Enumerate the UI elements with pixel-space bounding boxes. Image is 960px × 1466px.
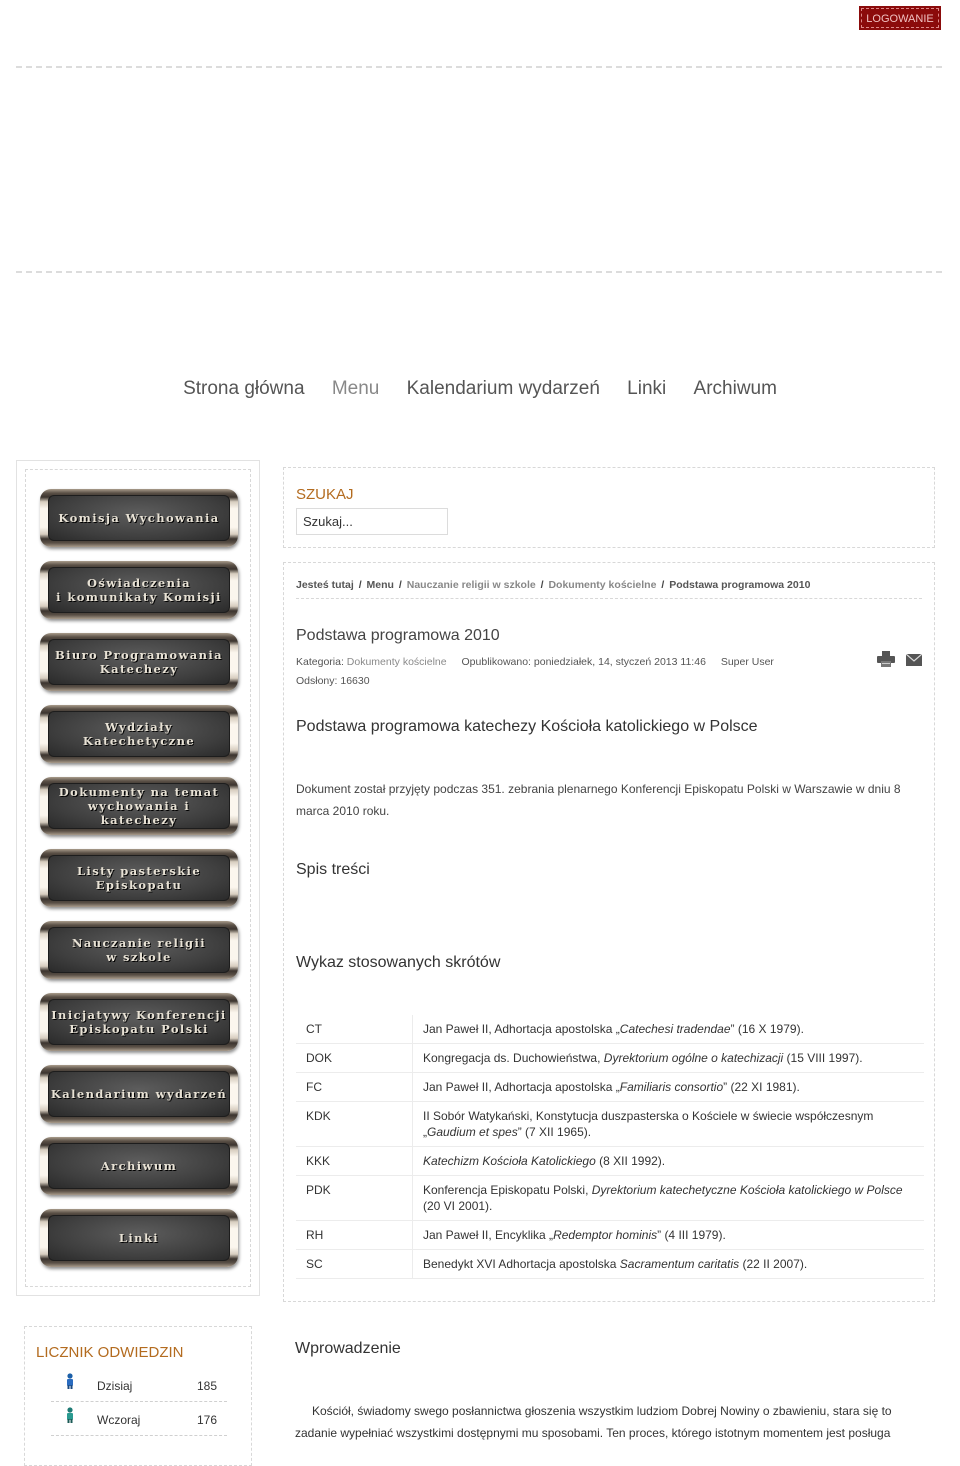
abbreviation-description: [413, 1102, 925, 1147]
counter-label: Wczoraj: [97, 1413, 141, 1427]
nav-menu[interactable]: Menu: [331, 378, 380, 399]
abbreviation-key: PDK: [296, 1176, 413, 1221]
menu-button-wydzialy[interactable]: [40, 705, 238, 763]
breadcrumb: [296, 579, 810, 591]
description-text: Jan Paweł II, Adhortacja apostolska „: [423, 1080, 620, 1094]
banner-divider: [16, 271, 942, 273]
hits-count: Odsłony: 16630: [296, 675, 370, 687]
article-panel: [283, 562, 935, 1302]
introduction-heading: Wprowadzenie: [295, 1340, 401, 1357]
email-icon[interactable]: [906, 654, 922, 666]
description-date: (22 II 2007).: [739, 1257, 808, 1271]
menu-button-kalendarium[interactable]: [40, 1065, 238, 1123]
table-row: [296, 1147, 924, 1176]
article-meta: [296, 656, 774, 668]
menu-button-nauczanie-religii[interactable]: [40, 921, 238, 979]
menu-button-dokumenty[interactable]: [40, 777, 238, 835]
document-title: Dyrektorium ogólne o katechizacji: [603, 1051, 784, 1065]
category-link[interactable]: Dokumenty kościelne: [346, 656, 447, 668]
menu-button-komisja-wychowania[interactable]: [40, 489, 238, 547]
menu-button-label: Linki: [118, 1231, 160, 1245]
person-icon: [65, 1373, 75, 1389]
table-row: [296, 1102, 924, 1147]
nav-links[interactable]: Linki: [627, 378, 667, 399]
document-title: Familiaris consortio: [619, 1080, 724, 1094]
main-nav: [0, 378, 960, 400]
abbreviations-table: [296, 1015, 924, 1279]
toc-heading: Spis treści: [296, 861, 370, 878]
menu-button-label: Biuro Programowania Katechezy: [54, 648, 224, 676]
abbreviation-key: DOK: [296, 1044, 413, 1073]
description-text: Konferencja Episkopatu Polski,: [423, 1183, 592, 1197]
introduction-text: Kościół, świadomy swego posłannictwa głoszenia wszystkim ludziom Dobrej Nowiny o zbawieniu, stara się to zadanie wypełniać wszystkimi dostępnymi mu sposobami. Ten proces, którego istotnym momentem jest posługa: [295, 1404, 892, 1440]
table-row: [296, 1250, 924, 1279]
menu-button-linki[interactable]: [40, 1209, 238, 1267]
table-row: [296, 1176, 924, 1221]
article-title: Podstawa programowa 2010: [296, 627, 500, 644]
breadcrumb-label: Jesteś tutaj: [296, 579, 354, 591]
table-row: [296, 1221, 924, 1250]
abbreviations-heading: Wykaz stosowanych skrótów: [296, 954, 501, 971]
counter-value: 176: [197, 1413, 218, 1427]
menu-button-label: Inicjatywy Konferencji Episkopatu Polski: [51, 1008, 227, 1036]
description-text: Jan Paweł II, Encyklika „: [423, 1228, 554, 1242]
description-date: ” (7 XII 1965).: [517, 1125, 592, 1139]
counter-label: Dzisiaj: [97, 1379, 133, 1393]
search-module: [283, 467, 935, 548]
description-text: Jan Paweł II, Adhortacja apostolska „: [423, 1022, 620, 1036]
menu-button-label: Dokumenty na temat wychowania i katechezy: [58, 785, 220, 827]
category-label: Kategoria:: [296, 656, 344, 668]
menu-button-archiwum[interactable]: [40, 1137, 238, 1195]
nav-calendar[interactable]: Kalendarium wydarzeń: [406, 378, 600, 399]
breadcrumb-item-nauczanie[interactable]: Nauczanie religii w szkole: [406, 579, 536, 591]
menu-button-label: Listy pasterskie Episkopatu: [76, 864, 202, 892]
abbreviation-description: [413, 1176, 925, 1221]
description-date: ” (4 III 1979).: [657, 1228, 726, 1242]
nav-archive[interactable]: Archiwum: [693, 378, 777, 399]
abbreviation-key: KKK: [296, 1147, 413, 1176]
counter-row-yesterday: [51, 1405, 227, 1436]
menu-button-oswiadczenia[interactable]: [40, 561, 238, 619]
counter-value: 185: [197, 1379, 218, 1393]
abbreviation-description: [413, 1147, 925, 1176]
abbreviation-key: FC: [296, 1073, 413, 1102]
description-text: Kongregacja ds. Duchowieństwa,: [423, 1051, 604, 1065]
menu-button-inicjatywy[interactable]: [40, 993, 238, 1051]
description-date: (8 XII 1992).: [595, 1154, 666, 1168]
search-title: SZUKAJ: [296, 486, 354, 503]
breadcrumb-separator: /: [398, 579, 402, 591]
description-date: (15 VIII 1997).: [783, 1051, 863, 1065]
visit-counter: [24, 1326, 252, 1466]
menu-button-label: Komisja Wychowania: [58, 511, 220, 525]
breadcrumb-item-menu[interactable]: Menu: [366, 579, 394, 591]
login-button[interactable]: LOGOWANIE: [861, 8, 939, 28]
document-title: Catechesi tradendae: [619, 1022, 731, 1036]
print-icon[interactable]: [877, 651, 895, 667]
abbreviation-key: RH: [296, 1221, 413, 1250]
abbreviation-key: KDK: [296, 1102, 413, 1147]
sidebar-inner: [25, 469, 251, 1287]
description-date: ” (22 XI 1981).: [723, 1080, 800, 1094]
description-date: (20 VI 2001).: [423, 1199, 493, 1213]
breadcrumb-separator: /: [358, 579, 362, 591]
document-title: Dyrektorium katechetyczne Kościoła katolickiego w Polsce: [591, 1183, 903, 1197]
abbreviation-description: [413, 1250, 925, 1279]
abbreviation-key: SC: [296, 1250, 413, 1279]
breadcrumb-divider: [296, 598, 922, 599]
abbreviation-description: [413, 1221, 925, 1250]
description-text: II Sobór Watykański, Konstytucja duszpasterska o Kościele w świecie współczesnym „: [423, 1109, 874, 1139]
table-row: [296, 1015, 924, 1044]
menu-button-label: Wydziały Katechetyczne: [82, 720, 196, 748]
search-input[interactable]: [296, 508, 448, 535]
breadcrumb-separator: /: [540, 579, 544, 591]
menu-button-label: Kalendarium wydarzeń: [50, 1087, 228, 1101]
abbreviation-key: CT: [296, 1015, 413, 1044]
author: Super User: [720, 656, 774, 668]
description-date: ” (16 X 1979).: [730, 1022, 804, 1036]
document-title: Redemptor hominis: [553, 1228, 658, 1242]
published-date: Opublikowano: poniedziałek, 14, styczeń 2013 11:46: [461, 656, 706, 668]
menu-button-label: Oświadczenia i komunikaty Komisji: [56, 576, 222, 604]
header-divider: [16, 66, 942, 68]
counter-row-today: [51, 1371, 227, 1402]
abbreviation-description: [413, 1044, 925, 1073]
menu-button-biuro-programowania[interactable]: [40, 633, 238, 691]
table-row: [296, 1073, 924, 1102]
table-row: [296, 1044, 924, 1073]
breadcrumb-separator: /: [661, 579, 665, 591]
article-heading: Podstawa programowa katechezy Kościoła katolickiego w Polsce: [296, 718, 758, 735]
sidebar-menu: [16, 460, 260, 1296]
abbreviation-description: [413, 1073, 925, 1102]
person-icon: [65, 1407, 75, 1423]
menu-button-label: Nauczanie religii w szkole: [71, 936, 207, 964]
menu-button-label: Archiwum: [100, 1159, 178, 1173]
document-title: Katechizm Kościoła Katolickiego: [423, 1154, 596, 1168]
description-text: Benedykt XVI Adhortacja apostolska: [423, 1257, 620, 1271]
menu-button-listy-pasterskie[interactable]: [40, 849, 238, 907]
abbreviation-description: [413, 1015, 925, 1044]
breadcrumb-item-dokumenty[interactable]: Dokumenty kościelne: [548, 579, 657, 591]
breadcrumb-item-current: Podstawa programowa 2010: [669, 579, 811, 591]
nav-home[interactable]: Strona główna: [183, 378, 305, 399]
document-title: Gaudium et spes: [427, 1125, 518, 1139]
document-title: Sacramentum caritatis: [619, 1257, 740, 1271]
article-intro: Dokument został przyjęty podczas 351. zebrania plenarnego Konferencji Episkopatu Polski w Warszawie w dniu 8 marca 2010 roku.: [296, 782, 901, 818]
counter-title: LICZNIK ODWIEDZIN: [36, 1344, 184, 1361]
